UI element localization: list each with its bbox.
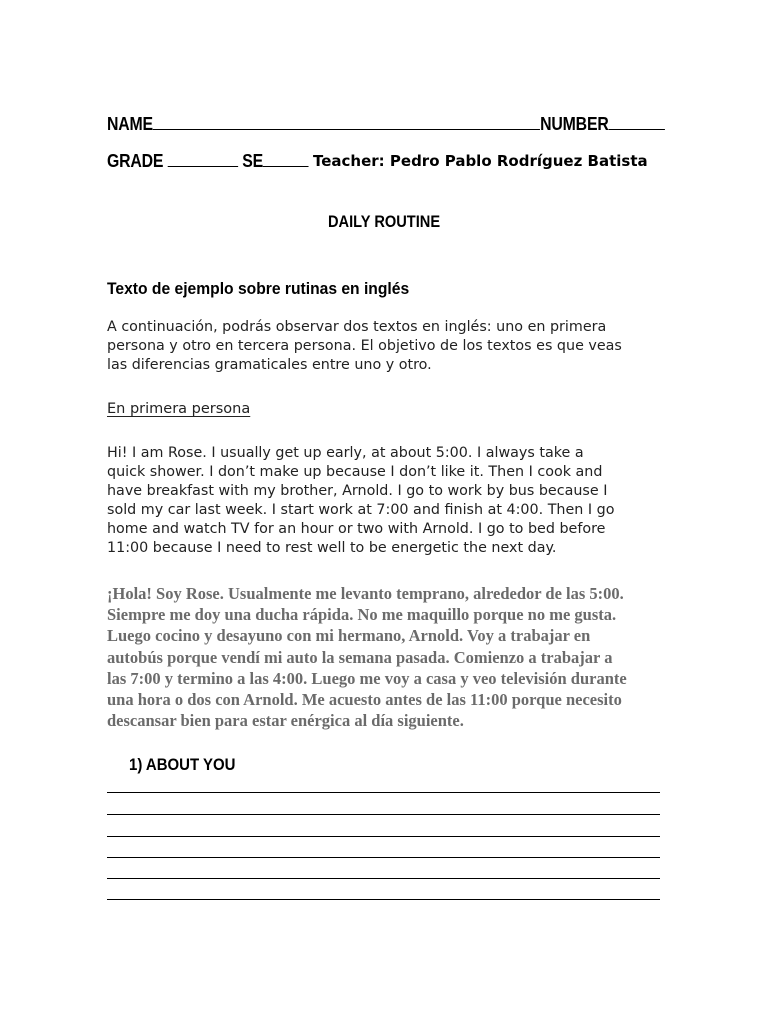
text-line: persona y otro en tercera persona. El objetivo de los textos es que veas [107, 338, 622, 354]
answer-line[interactable] [107, 792, 660, 793]
page-title: DAILY ROUTINE [328, 212, 441, 231]
grade-row [107, 150, 336, 172]
number-blank[interactable] [609, 113, 665, 130]
text-line: have breakfast with my brother, Arnold. I go to work by bus because I [107, 483, 608, 499]
section-blank[interactable] [263, 150, 309, 167]
teacher-name: Teacher: Pedro Pablo Rodríguez Batista [313, 152, 648, 170]
text-line: sold my car last week. I start work at 7:00 and finish at 4:00. Then I go [107, 502, 615, 518]
text-line: descansar bien para estar enérgica al día siguiente. [107, 711, 464, 731]
number-label: NUMBER [540, 114, 609, 134]
section-label: SE [242, 151, 263, 171]
section-heading: Texto de ejemplo sobre rutinas en inglés [107, 279, 410, 298]
text-line: 11:00 because I need to rest well to be energetic the next day. [107, 540, 557, 556]
text-line: Luego cocino y desayuno con mi hermano, Arnold. Voy a trabajar en [107, 626, 591, 646]
grade-label: GRADE [107, 151, 164, 171]
text-line: home and watch TV for an hour or two with Arnold. I go to bed before [107, 521, 606, 537]
text-line: una hora o dos con Arnold. Me acuesto antes de las 11:00 porque necesito [107, 690, 622, 710]
question-heading: 1) ABOUT YOU [129, 755, 236, 774]
answer-line[interactable] [107, 899, 660, 900]
text-line: Hi! I am Rose. I usually get up early, at about 5:00. I always take a [107, 445, 584, 461]
text-line: Siempre me doy una ducha rápida. No me maquillo porque no me gusta. [107, 605, 617, 625]
text-line: las 7:00 y termino a las 4:00. Luego me voy a casa y veo televisión durante [107, 668, 627, 688]
english-paragraph [107, 444, 667, 558]
name-blank[interactable] [153, 113, 540, 130]
spanish-paragraph [107, 583, 667, 731]
text-line: las diferencias gramaticales entre uno y otro. [107, 357, 432, 373]
answer-line[interactable] [107, 857, 660, 858]
intro-paragraph [107, 318, 667, 375]
text-line: A continuación, podrás observar dos textos en inglés: uno en primera [107, 319, 607, 335]
first-person-heading: En primera persona [107, 401, 251, 417]
grade-blank[interactable] [168, 150, 238, 167]
answer-line[interactable] [107, 836, 660, 837]
name-row [107, 113, 662, 135]
text-line: ¡Hola! Soy Rose. Usualmente me levanto temprano, alrededor de las 5:00. [107, 584, 624, 603]
name-label: NAME [107, 114, 153, 134]
answer-line[interactable] [107, 814, 660, 815]
answer-line[interactable] [107, 878, 660, 879]
text-line: autobús porque vendí mi auto la semana pasada. Comienzo a trabajar a [107, 647, 613, 667]
text-line: quick shower. I don’t make up because I don’t like it. Then I cook and [107, 464, 603, 480]
